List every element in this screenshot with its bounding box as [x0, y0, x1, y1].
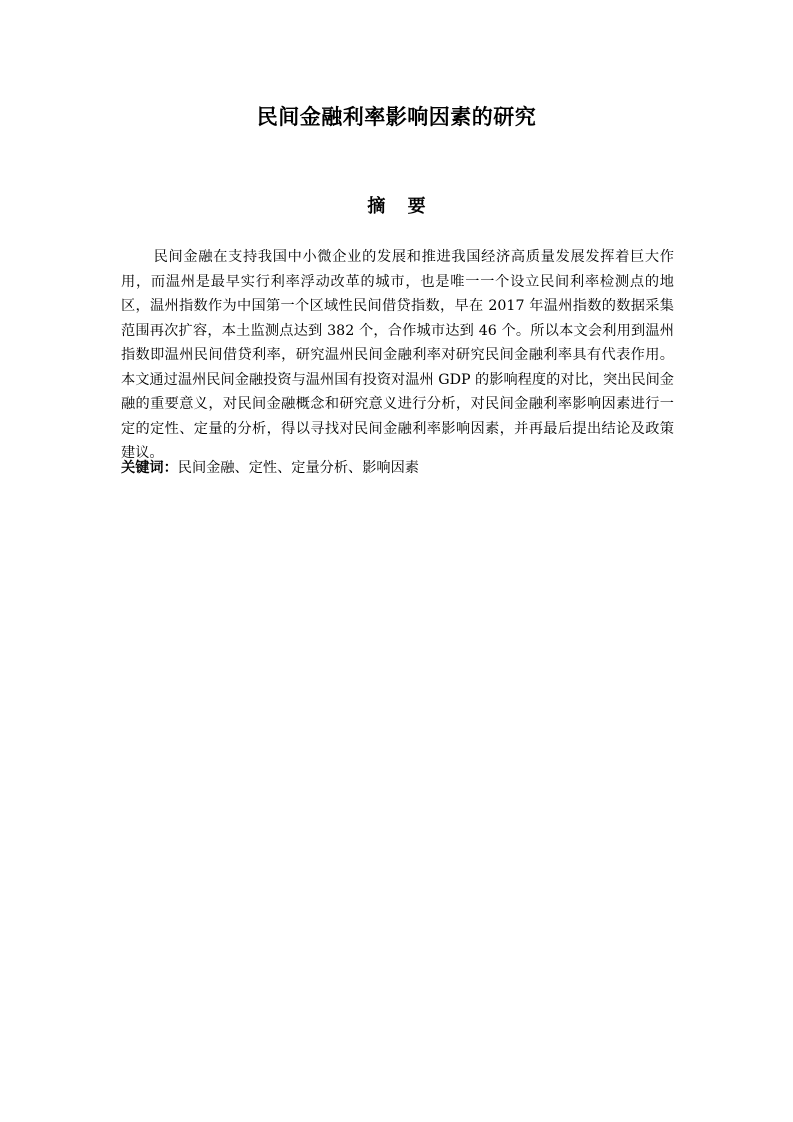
abstract-heading: 摘 要: [367, 196, 434, 217]
keywords-line: [121, 456, 674, 480]
keywords-text: 民间金融、定性、定量分析、影响因素: [177, 460, 419, 476]
abstract-paragraph: 民间金融在支持我国中小微企业的发展和推进我国经济高质量发展发挥着巨大作用，而温州是最早实行利率浮动改革的城市，也是唯一一个设立民间利率检测点的地区，温州指数作为中国第一个区域性民间借贷指数，早在 2017 年温州指数的数据采集范围再次扩容，本土监测点达到 382 个，合作城市达到 46 个。所以本文会利用到温州指数即温州民间借贷利率，研究温州民间金融利率对研究民间金融利率具有代表作用。本文通过温州民间金融投资与温州国有投资对温州 GDP 的影响程度的对比，突出民间金融的重要意义，对民间金融概念和研究意义进行分析，对民间金融利率影响因素进行一定的定性、定量的分析，得以寻找对民间金融利率影响因素，并再最后提出结论及政策建议。: [121, 249, 674, 461]
document-title: 民间金融利率影响因素的研究: [256, 105, 537, 129]
keywords-label: 关键词：: [121, 460, 178, 476]
